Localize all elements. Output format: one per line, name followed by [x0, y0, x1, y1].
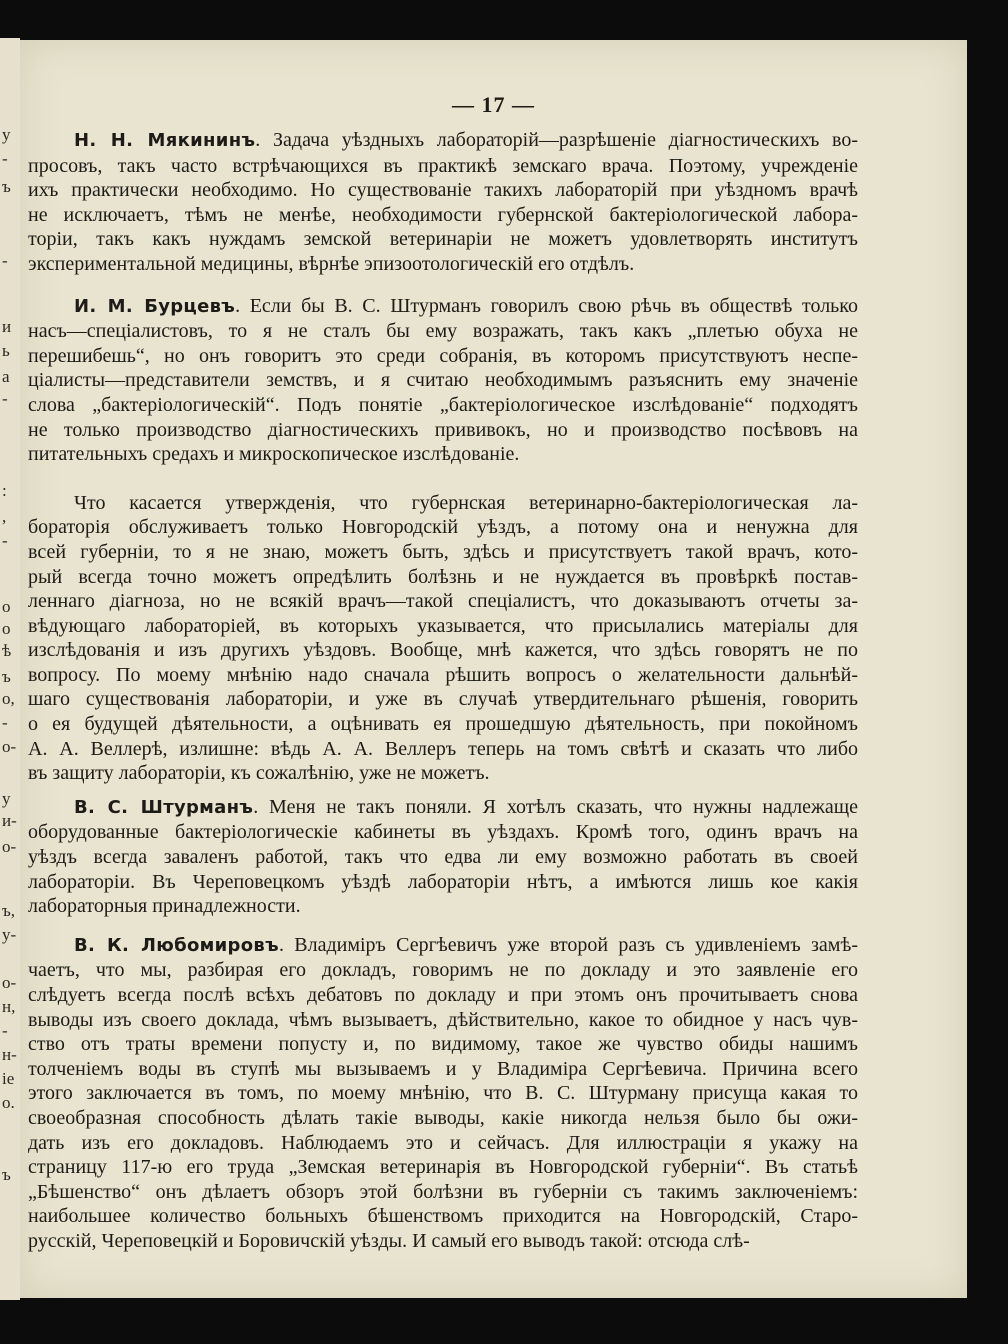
- text-line: [28, 894, 858, 919]
- line-text: чаетъ, что мы, разбирая его докладъ, говоримъ не по докладу и это заявленіе его: [28, 959, 858, 982]
- text-line: [28, 687, 858, 712]
- speaker-name: В. К. Любомировъ: [74, 934, 279, 956]
- text-line: [28, 845, 858, 870]
- line-text: торіи, такъ какъ нуждамъ земской ветеринаріи не можетъ удовлетворять институтъ: [28, 228, 858, 251]
- line-text: дать изъ его докладовъ. Наблюдаемъ это и сейчасъ. Для иллюстраціи я укажу на: [28, 1131, 858, 1154]
- facing-page-fragment: ъ: [2, 1165, 11, 1184]
- text-line: [28, 319, 858, 344]
- facing-page-fragment: о: [2, 619, 11, 638]
- line-text: . Владиміръ Сергѣевичъ уже второй разъ съ удивленіемъ замѣ-: [278, 933, 858, 956]
- line-text: ціалисты—представители земствъ, и я считаю необходимымъ разъяснить ему значеніе: [28, 369, 858, 392]
- text-line: [28, 368, 858, 393]
- facing-page-fragment: и: [2, 317, 12, 336]
- text-line: [28, 761, 858, 786]
- facing-page-fragment: -: [2, 389, 8, 408]
- facing-page-fragment: ъ: [2, 177, 11, 196]
- text-line: [28, 1180, 858, 1205]
- facing-page-fragment: о-: [2, 837, 17, 856]
- text-line: [28, 933, 858, 959]
- facing-page-fragment: о-: [2, 737, 17, 756]
- line-text: А. А. Веллерѣ, излишне: вѣдь А. А. Веллеръ теперь на томъ свѣтѣ и сказать что либо: [28, 737, 858, 760]
- facing-page-fragment: ь: [2, 341, 10, 360]
- line-text: слова „бактеріологическій“. Подъ понятіе „бактеріологическое изслѣдованіе“ подходятъ: [28, 393, 858, 416]
- line-text: не только производство діагностическихъ прививокъ, но и производство посѣвовъ на: [28, 418, 858, 441]
- text-line: [28, 712, 858, 737]
- line-text: лабораторныя принадлежности.: [28, 895, 301, 918]
- text-line: [28, 203, 858, 228]
- line-text: русскій, Череповецкій и Боровичскій уѣзды. И самый его выводъ такой: отсюда слѣ-: [28, 1229, 750, 1252]
- speaker-name: И. М. Бурцевъ: [74, 295, 236, 317]
- line-text: изслѣдованія и изъ другихъ уѣздовъ. Вообще, мнѣ кажется, что здѣсь говорятъ не по: [28, 639, 858, 662]
- line-text: экспериментальной медицины, вѣрнѣе эпизоотологическій его отдѣлъ.: [28, 252, 635, 275]
- line-text: шаго существованія лабораторіи, и уже въ случаѣ утвердительнаго рѣшенія, говорить: [28, 688, 858, 711]
- paragraph: [28, 294, 858, 467]
- line-text: рый всегда точно можетъ опредѣлить болѣзнь и не нуждается въ провѣркѣ постав-: [28, 565, 858, 588]
- text-line: [28, 393, 858, 418]
- line-text: слѣдуетъ всегда послѣ всѣхъ дебатовъ по докладу и при этомъ онъ прочитываетъ снова: [28, 984, 858, 1006]
- text-line: [28, 515, 858, 540]
- text-line: [28, 614, 858, 639]
- facing-page-fragment: ѣ: [2, 641, 12, 660]
- text-line: [28, 565, 858, 590]
- text-line: [28, 663, 858, 688]
- line-text: насъ—спеціалистовъ, то я не сталъ бы ему возражать, такъ какъ „плетью обуха не: [28, 320, 858, 343]
- facing-page-fragment: -: [2, 251, 8, 270]
- text-line: [28, 418, 858, 443]
- facing-page-fragment: у: [2, 789, 11, 808]
- line-text: питательныхъ средахъ и микроскопическое изслѣдованіе.: [28, 443, 520, 466]
- text-line: [28, 1081, 858, 1106]
- facing-page-fragment: -: [2, 149, 8, 168]
- speaker-name: В. С. Штурманъ: [74, 796, 254, 818]
- facing-page-fragment: -: [2, 713, 8, 732]
- line-text: вопросу. По моему мнѣнію надо сначала рѣшить вопросъ о желательности дальнѣй-: [28, 663, 858, 686]
- line-text: уѣздъ всегда заваленъ работой, такъ что едва ли ему возможно работать въ своей: [28, 846, 858, 869]
- facing-page-fragment: ъ: [2, 667, 11, 686]
- facing-page-fragment: -: [2, 1021, 8, 1040]
- text-line: [28, 795, 858, 821]
- line-text: вѣдующаго лабораторіей, въ которыхъ указывается, что присылались матеріалы для: [28, 614, 858, 637]
- line-text: „Бѣшенство“ онъ дѣлаетъ обзоръ этой болѣзни въ губерніи съ такимъ заключеніемъ:: [28, 1180, 858, 1203]
- paragraph: [28, 933, 858, 1254]
- text-line: [28, 1032, 858, 1057]
- text-line: [28, 294, 858, 320]
- line-text: просовъ, такъ часто встрѣчающихся въ практикѣ земскаго врача. Поэтому, учрежденіе: [28, 154, 858, 177]
- text-line: [28, 1057, 858, 1082]
- text-line: [28, 344, 858, 369]
- line-text: бораторія обслуживаетъ только Новгородскій уѣздъ, а потому она и ненужна для: [28, 516, 858, 539]
- page-number: — 17 —: [452, 92, 535, 117]
- facing-page-fragment: о,: [2, 689, 15, 708]
- paragraph: [28, 491, 858, 786]
- text-line: [28, 638, 858, 663]
- line-text: перешибешь“, но онъ говоритъ это среди собранія, въ которомъ присутствуютъ неспе-: [28, 344, 858, 367]
- text-line: [28, 1131, 858, 1156]
- paragraph: [28, 795, 858, 919]
- speaker-name: Н. Н. Мякининъ: [74, 130, 256, 151]
- line-text: всей губерніи, то я не знаю, можетъ быть, здѣсь и присутствуетъ такой врачъ, кото-: [28, 540, 858, 563]
- facing-page-fragment: н-: [2, 1045, 17, 1064]
- line-text: выводы изъ своего доклада, чѣмъ вызываетъ, дѣйствительно, какое то обидное у насъ чув-: [28, 1008, 858, 1031]
- line-text: наибольшее количество больныхъ бѣшенствомъ приходится на Новгородскій, Старо-: [28, 1205, 858, 1228]
- line-text: своеобразная способность дѣлать такіе выводы, какіе никогда нельзя было бы ожи-: [28, 1106, 858, 1129]
- line-text: лабораторіи. Въ Череповецкомъ уѣздѣ лабораторіи нѣтъ, а имѣются лишь кое какія: [28, 870, 858, 893]
- text-line: [28, 820, 858, 845]
- text-line: [28, 1106, 858, 1131]
- line-text: оборудованные бактеріологическіе кабинеты въ уѣздахъ. Кромѣ того, одинъ врачъ на: [28, 821, 858, 844]
- line-text: Что касается утвержденія, что губернская ветеринарно-бактеріологическая ла-: [74, 491, 858, 514]
- line-text: толченіемъ воды въ ступѣ мы вызываемъ и у Владиміра Сергѣевича. Причина всего: [28, 1057, 858, 1080]
- text-line: [28, 154, 858, 179]
- text-line: [28, 1229, 858, 1254]
- text-line: [28, 252, 858, 277]
- text-line: [28, 1204, 858, 1229]
- text-line: [28, 540, 858, 565]
- facing-page-fragment: ,: [2, 507, 7, 526]
- facing-page-fragment: у: [2, 125, 11, 144]
- text-line: [28, 128, 858, 154]
- text-line: [28, 442, 858, 467]
- facing-page-fragment: и-: [2, 811, 17, 830]
- line-text: страницу 117-ю его труда „Земская ветеринарія въ Новгородской губерніи“. Въ статьѣ: [28, 1156, 858, 1179]
- facing-page-fragment: о: [2, 597, 11, 616]
- line-text: о ея будущей дѣятельности, а оцѣнивать ея прошедшую дѣятельность, при покойномъ: [28, 713, 858, 736]
- text-line: [28, 589, 858, 614]
- line-text: ихъ практически необходимо. Но существованіе такихъ лабораторій при уѣздномъ врачѣ: [28, 179, 858, 202]
- text-line: [28, 958, 858, 983]
- page-body: [28, 128, 858, 1254]
- facing-page-fragment: о-: [2, 973, 17, 992]
- line-text: . Задача уѣздныхъ лабораторій—разрѣшеніе діагностическихъ во-: [255, 129, 859, 151]
- text-line: [28, 737, 858, 762]
- text-line: [28, 983, 858, 1008]
- facing-page-fragment: о.: [2, 1093, 15, 1112]
- line-text: этого заключается въ томъ, по моему мнѣнію, что В. С. Штурману присуща какая то: [28, 1082, 858, 1105]
- adjacent-page-edge: [0, 38, 20, 1300]
- facing-page-fragment: у-: [2, 925, 17, 944]
- text-line: [28, 1008, 858, 1033]
- line-text: въ защиту лабораторіи, къ сожалѣнію, уже не можетъ.: [28, 762, 490, 785]
- line-text: не исключаетъ, тѣмъ не менѣе, необходимости губернской бактеріологической лабора-: [28, 203, 858, 226]
- facing-page-fragment: :: [2, 481, 7, 500]
- facing-page-fragment: ъ,: [2, 901, 16, 920]
- line-text: ство отъ траты времени попусту и, по видимому, такое же чувство обиды нашимъ: [28, 1033, 858, 1056]
- line-text: . Если бы В. С. Штурманъ говорилъ свою рѣчь въ обществѣ только: [235, 294, 858, 317]
- facing-page-fragment: іе: [2, 1069, 15, 1088]
- document-page: [20, 40, 967, 1298]
- text-line: [28, 491, 858, 516]
- text-line: [28, 227, 858, 252]
- text-line: [28, 870, 858, 895]
- paragraph: [28, 128, 858, 277]
- facing-page-fragment: а: [2, 367, 10, 386]
- line-text: леннаго діагноза, но не всякій врачъ—такой спеціалистъ, что доказываютъ отчеты за-: [28, 590, 858, 613]
- text-line: [28, 178, 858, 203]
- text-line: [28, 1155, 858, 1180]
- facing-page-fragment: н,: [2, 997, 16, 1016]
- facing-page-fragment: -: [2, 531, 8, 550]
- line-text: . Меня не такъ поняли. Я хотѣлъ сказать, что нужны надлежаще: [253, 795, 858, 818]
